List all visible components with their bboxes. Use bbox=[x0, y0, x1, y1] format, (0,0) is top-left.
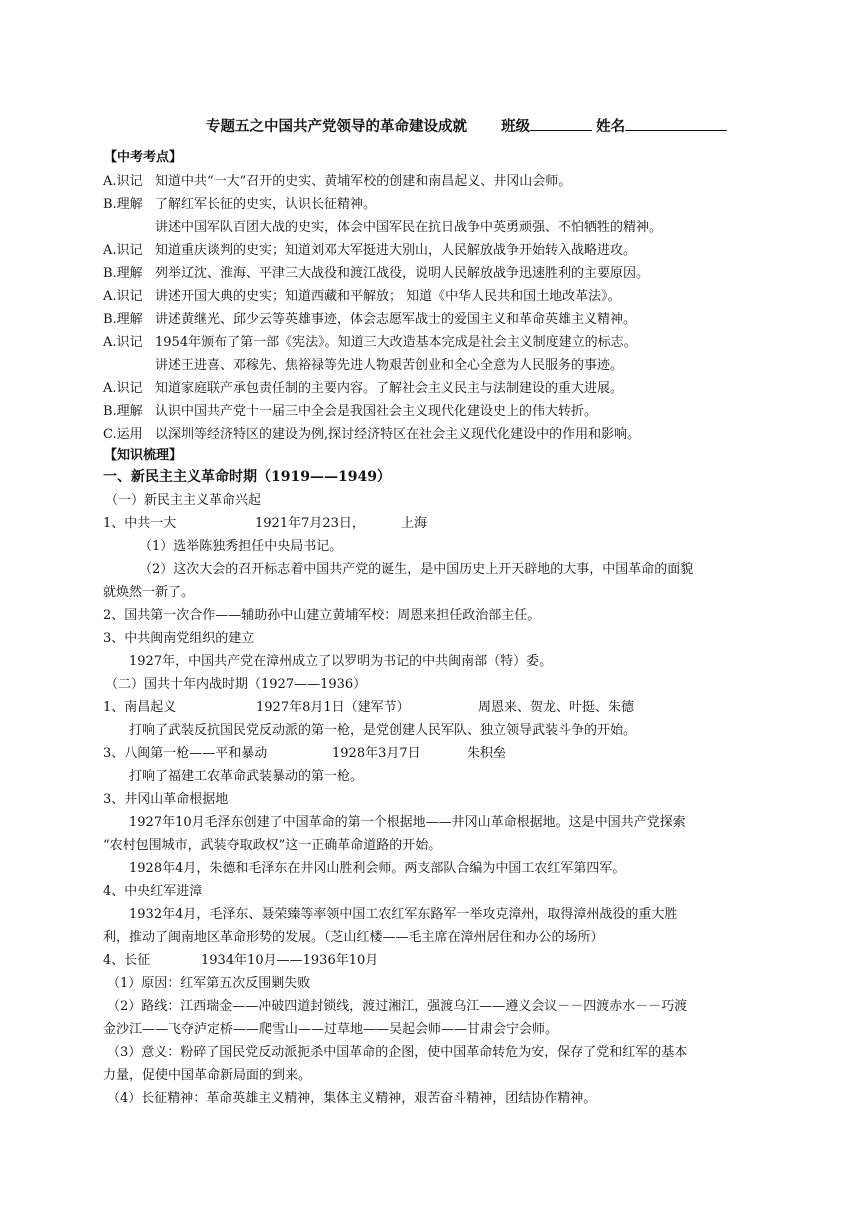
congress-point-2: （2）这次大会的召开标志着中国共产党的诞生，是中国历史上开天辟地的大事，中国革命的面貌 bbox=[139, 562, 694, 577]
long-march-significance-1: （3）意义：粉碎了国民党反动派扼杀中国革命的企图，使中国革命转危为安，保存了党和红军的基本 bbox=[107, 1045, 688, 1060]
exam-point-11: B.理解 认识中国共产党十一届三中全会是我国社会主义现代化建设史上的伟大转折。 bbox=[103, 404, 598, 419]
exam-point-2: B.理解 了解红军长征的史实，认识长征精神。 bbox=[103, 197, 377, 212]
congress-point-1: （1）选举陈独秀担任中央局书记。 bbox=[139, 539, 343, 554]
exam-point-5: B.理解 列举辽沈、淮海、平津三大战役和渡江战役，说明人民解放战争迅速胜利的主要原因。 bbox=[103, 266, 650, 281]
knowledge-heading: 【知识梳理】 bbox=[104, 448, 183, 463]
document-title: 专题五之中国共产党领导的革命建设成就 bbox=[206, 118, 467, 135]
item-pinghe: 3、八闽第一枪——平和暴动 1928年3月7日 朱积垒 bbox=[103, 746, 507, 761]
pinghe-detail: 打响了福建工农革命武装暴动的第一枪。 bbox=[129, 769, 364, 784]
exam-point-3: 讲述中国军队百团大战的史实，体会中国军民在抗日战争中英勇顽强、不怕牺牲的精神。 bbox=[155, 220, 663, 235]
exam-point-9: 讲述王进喜、邓稼先、焦裕禄等先进人物艰苦创业和全心全意为人民服务的事迹。 bbox=[155, 358, 624, 373]
document-header bbox=[206, 115, 727, 138]
jinggangshan-detail-3: 1928年4月，朱德和毛泽东在井冈山胜利会师。两支部队合编为中国工农红军第四军。 bbox=[129, 861, 626, 876]
item-nanchang: 1、南昌起义 1927年8月1日（建军节） 周恩来、贺龙、叶挺、朱德 bbox=[103, 700, 635, 715]
subsection-1: （一）新民主主义革命兴起 bbox=[105, 493, 262, 508]
class-label: 班级 bbox=[501, 118, 531, 135]
section1-title: 一、新民主主义革命时期（1919——1949） bbox=[103, 469, 391, 485]
exam-point-10: A.识记 知道家庭联产承包责任制的主要内容。了解社会主义民主与法制建设的重大进展。 bbox=[103, 381, 624, 396]
exam-point-7: B.理解 讲述黄继光、邱少云等英雄事迹，体会志愿军战士的爱国主义和革命英雄主义精神。 bbox=[103, 312, 637, 327]
exam-point-8: A.识记 1954年颁布了第一部《宪法》。知道三大改造基本完成是社会主义制度建立的标志。 bbox=[103, 335, 637, 350]
nanchang-detail: 打响了武装反抗国民党反动派的第一枪，是党创建人民军队、独立领导武装斗争的开始。 bbox=[129, 723, 637, 738]
name-label: 姓名 bbox=[596, 118, 626, 135]
item-long-march: 4、长征 1934年10月——1936年10月 bbox=[103, 953, 379, 968]
long-march-route-2: 金沙江——飞夺泸定桥——爬雪山——过草地——吴起会师——甘肃会宁会师。 bbox=[103, 1022, 559, 1037]
item-jinggangshan: 3、井冈山革命根据地 bbox=[103, 792, 229, 807]
exam-points-heading: 【中考考点】 bbox=[104, 150, 183, 165]
class-blank[interactable] bbox=[530, 115, 592, 131]
congress-point-2-cont: 就焕然一新了。 bbox=[103, 585, 195, 600]
item-congress: 1、中共一大 1921年7月23日， 上海 bbox=[103, 516, 428, 531]
jinggangshan-detail-2: “农村包围城市，武装夺取政权”这一正确革命道路的开始。 bbox=[103, 838, 442, 853]
name-blank[interactable] bbox=[625, 115, 727, 131]
zhangzhou-detail-1: 1932年4月，毛泽东、聂荣臻等率领中国工农红军东路军一举攻克漳州，取得漳州战役的重大胜 bbox=[129, 907, 678, 922]
item-zhangzhou: 4、中央红军进漳 bbox=[103, 884, 203, 899]
jinggangshan-detail-1: 1927年10月毛泽东创建了中国革命的第一个根据地——井冈山革命根据地。这是中国共产党探索 bbox=[129, 815, 686, 830]
long-march-route-1: （2）路线：江西瑞金——冲破四道封锁线，渡过湘江，强渡乌江——遵义会议－－四渡赤水－－巧渡 bbox=[107, 999, 688, 1014]
long-march-cause: （1）原因：红军第五次反围剿失败 bbox=[107, 976, 311, 991]
minnan-party-detail: 1927年，中国共产党在漳州成立了以罗明为书记的中共闽南部（特）委。 bbox=[129, 654, 553, 669]
item-minnan-party: 3、中共闽南党组织的建立 bbox=[103, 631, 255, 646]
item-cooperation: 2、国共第一次合作——辅助孙中山建立黄埔军校：周恩来担任政治部主任。 bbox=[103, 608, 541, 623]
exam-point-12: C.运用 以深圳等经济特区的建设为例,探讨经济特区在社会主义现代化建设中的作用和影响。 bbox=[103, 427, 641, 442]
exam-point-1: A.识记 知道中共“一大”召开的史实、黄埔军校的创建和南昌起义、井冈山会师。 bbox=[103, 174, 572, 189]
long-march-significance-2: 力量，促使中国革命新局面的到来。 bbox=[103, 1068, 312, 1083]
long-march-spirit: （4）长征精神：革命英雄主义精神，集体主义精神，艰苦奋斗精神，团结协作精神。 bbox=[107, 1091, 597, 1106]
exam-point-6: A.识记 讲述开国大典的史实；知道西藏和平解放； 知道《中华人民共和国土地改革法》。 bbox=[103, 289, 621, 304]
subsection-2: （二）国共十年内战时期（1927——1936） bbox=[105, 677, 367, 692]
zhangzhou-detail-2: 利，推动了闽南地区革命形势的发展。（芝山红楼——毛主席在漳州居住和办公的场所） bbox=[103, 930, 604, 945]
exam-point-4: A.识记 知道重庆谈判的史实；知道刘邓大军挺进大别山，人民解放战争开始转入战略进攻。 bbox=[103, 243, 637, 258]
